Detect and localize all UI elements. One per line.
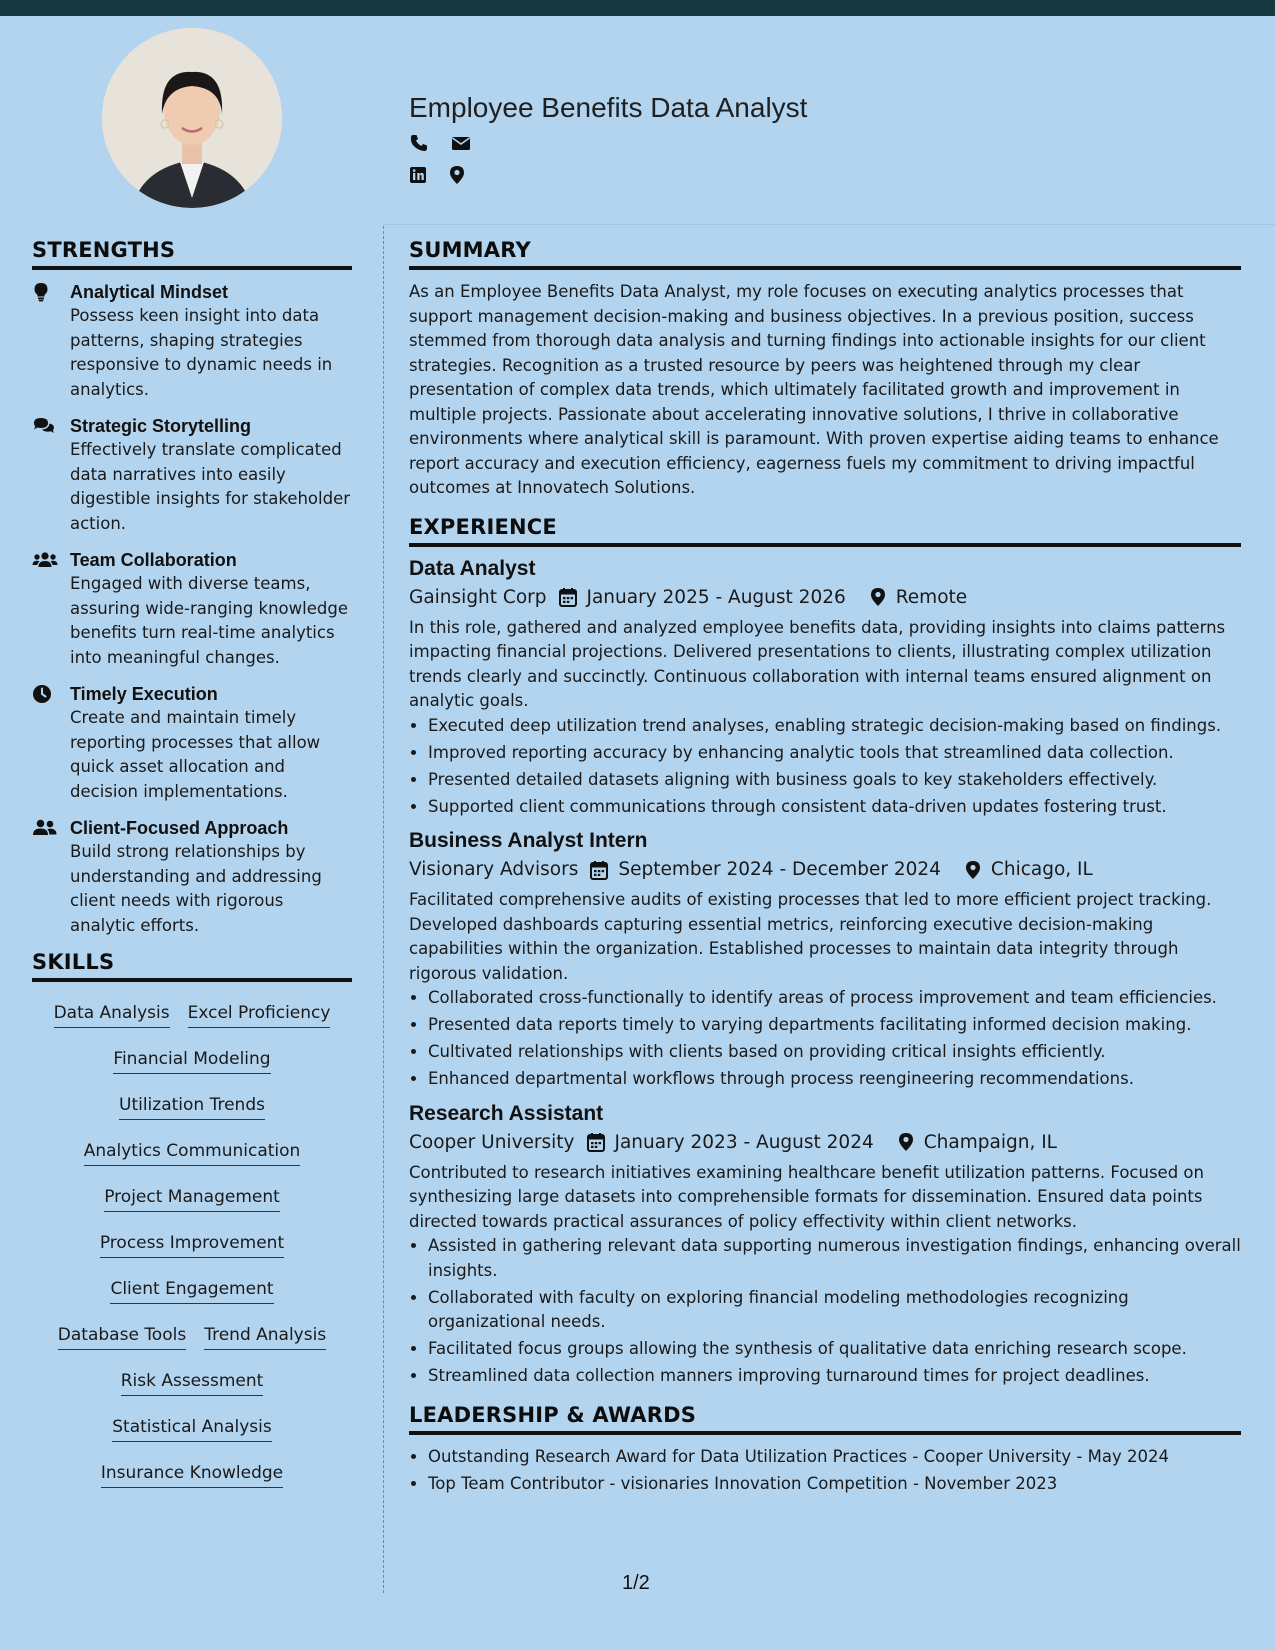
strength-name: Analytical Mindset (70, 282, 229, 302)
skills-list (32, 992, 352, 1500)
strength-description: Engaged with diverse teams, assuring wide-ranging knowledge benefits turn real-time analytics into meaningful changes. (70, 574, 348, 667)
linkedin-icon[interactable] (409, 166, 427, 188)
job-entry (409, 557, 1241, 820)
calendar-icon (587, 1132, 605, 1152)
skill-tag: Client Engagement (110, 1278, 273, 1304)
strength-description: Possess keen insight into data patterns, shaping strategies responsive to dynamic needs in analytics. (70, 306, 333, 399)
summary-heading: SUMMARY (409, 238, 1241, 270)
clock-icon (32, 682, 70, 804)
list-item: • Executed deep utilization trend analyses, enabling strategic decision-making based on findings. (428, 714, 1241, 739)
awards-heading: LEADERSHIP & AWARDS (409, 1403, 1241, 1435)
contact-row-2 (409, 166, 807, 188)
experience-heading: EXPERIENCE (409, 515, 1241, 547)
job-bullets (409, 1234, 1241, 1389)
strength-item (32, 682, 352, 804)
main-content (409, 238, 1241, 1499)
job-company: Visionary Advisors (409, 859, 579, 880)
skill-tag: Insurance Knowledge (101, 1462, 283, 1488)
skill-tag: Project Management (104, 1186, 280, 1212)
strength-item (32, 548, 352, 670)
strength-name: Team Collaboration (70, 550, 237, 570)
map-pin-icon[interactable] (449, 165, 465, 189)
list-item: • Supported client communications through consistent data-driven updates fostering trust. (428, 795, 1241, 820)
job-entry (409, 1102, 1241, 1389)
skill-tag: Database Tools (58, 1324, 186, 1350)
strength-item (32, 414, 352, 536)
list-item: • Facilitated focus groups allowing the synthesis of qualitative data enriching research scope. (428, 1337, 1241, 1362)
skill-tag: Trend Analysis (204, 1324, 326, 1350)
envelope-icon[interactable] (451, 133, 471, 157)
list-item: • Enhanced departmental workflows through process reengineering recommendations. (428, 1067, 1241, 1092)
skill-tag: Process Improvement (100, 1232, 284, 1258)
list-item: • Improved reporting accuracy by enhancing analytic tools that streamlined data collection. (428, 741, 1241, 766)
calendar-icon (559, 587, 577, 607)
map-pin-icon (965, 860, 981, 880)
job-company: Cooper University (409, 1131, 575, 1153)
page-title: Employee Benefits Data Analyst (409, 92, 808, 123)
job-description: Facilitated comprehensive audits of existing processes that led to more efficient project tracking. Developed dashboards capturing essential metrics, reinforcing executive decision-making capabilities within the organization. Established processes to maintain data integrity through rigorous validation. (409, 890, 1212, 983)
lightbulb-icon (32, 280, 70, 402)
job-bullets (409, 714, 1241, 820)
column-divider (383, 226, 384, 1593)
map-pin-icon (898, 1132, 914, 1152)
list-item: • Cultivated relationships with clients based on providing critical insights efficiently. (428, 1040, 1241, 1065)
user-group-icon (32, 816, 70, 938)
skill-tag: Excel Proficiency (188, 1002, 331, 1028)
users-icon (32, 548, 70, 670)
list-item: • Outstanding Research Award for Data Utilization Practices - Cooper University - May 2024 (428, 1445, 1241, 1470)
list-item: • Collaborated with faculty on exploring financial modeling methodologies recognizing organizational needs. (428, 1286, 1241, 1335)
header-divider (383, 224, 1275, 225)
header (409, 92, 807, 188)
strength-name: Timely Execution (70, 684, 218, 704)
job-role: Business Analyst Intern (409, 829, 648, 852)
skill-tag: Analytics Communication (84, 1140, 301, 1166)
strength-description: Create and maintain timely reporting processes that allow quick asset allocation and decision implementations. (70, 708, 321, 801)
skill-tag: Statistical Analysis (112, 1416, 271, 1442)
avatar (102, 28, 282, 208)
list-item: • Assisted in gathering relevant data supporting numerous investigation findings, enhancing overall insights. (428, 1234, 1241, 1283)
job-role: Data Analyst (409, 556, 536, 580)
list-item: • Presented data reports timely to varying departments facilitating informed decision making. (428, 1013, 1241, 1038)
job-meta (409, 587, 1241, 608)
list-item: • Collaborated cross-functionally to identify areas of process improvement and team efficiencies. (428, 986, 1241, 1011)
job-meta (409, 1132, 1241, 1153)
comments-icon (32, 414, 70, 536)
list-item: • Top Team Contributor - visionaries Innovation Competition - November 2023 (428, 1472, 1241, 1497)
summary-text: As an Employee Benefits Data Analyst, my role focuses on executing analytics processes that support management decision-making and business objectives. In a previous position, success stemmed from thorough data analysis and turning findings into actionable insights for our client strategies. Recognition as a trusted resource by peers was heightened through my clear presentation of complex data trends, which ultimately facilitated growth and improvement in multiple projects. Passionate about accelerating innovative solutions, I thrive in collaborative environments where analytical skill is paramount. With proven expertise aiding teams to enhance report accuracy and execution efficiency, eagerness fuels my commitment to driving impactful outcomes at Innovatech Solutions. (409, 282, 1219, 497)
calendar-icon (590, 860, 608, 880)
strengths-heading: STRENGTHS (32, 238, 352, 270)
map-pin-icon (870, 587, 886, 607)
job-entry (409, 829, 1241, 1092)
job-description: Contributed to research initiatives examining healthcare benefit utilization patterns. Focused on synthesizing large datasets into comprehensible formats for dissemination. Ensured data points directed towards practical assurances of policy effectivity within client networks. (409, 1162, 1204, 1231)
strength-description: Effectively translate complicated data narratives into easily digestible insights for stakeholder action. (70, 440, 351, 533)
skills-heading: SKILLS (32, 950, 352, 982)
strength-name: Client-Focused Approach (70, 818, 289, 838)
job-meta (409, 859, 1241, 880)
page-number: 1/2 (622, 1572, 650, 1594)
job-company: Gainsight Corp (409, 586, 547, 608)
strength-name: Strategic Storytelling (70, 416, 252, 436)
strength-item (32, 816, 352, 938)
job-bullets (409, 986, 1241, 1092)
phone-icon[interactable] (409, 133, 429, 157)
strength-description: Build strong relationships by understanding and addressing client needs with rigorous analytic efforts. (70, 842, 322, 935)
job-location: Chicago, IL (990, 859, 1093, 880)
awards-list (409, 1445, 1241, 1497)
skill-tag: Data Analysis (54, 1002, 170, 1028)
job-dates: January 2023 - August 2024 (614, 1131, 874, 1153)
skill-tag: Utilization Trends (119, 1094, 265, 1120)
job-location: Remote (895, 586, 968, 608)
top-bar (0, 0, 1275, 16)
job-description: In this role, gathered and analyzed employee benefits data, providing insights into claims patterns impacting financial projections. Delivered presentations to clients, illustrating complex utilization trends clearly and succinctly. Continuous collaboration with internal teams ensured alignment on analytic goals. (409, 617, 1226, 710)
job-location: Champaign, IL (923, 1131, 1057, 1153)
strength-item (32, 280, 352, 402)
skill-tag: Financial Modeling (113, 1048, 270, 1074)
job-dates: September 2024 - December 2024 (618, 859, 941, 880)
contact-row-1 (409, 134, 807, 156)
list-item: • Presented detailed datasets aligning with business goals to key stakeholders effectively. (428, 768, 1241, 793)
sidebar (32, 238, 352, 1500)
skill-tag: Risk Assessment (121, 1370, 264, 1396)
job-dates: January 2025 - August 2026 (586, 586, 846, 608)
job-role: Research Assistant (409, 1101, 604, 1125)
list-item: • Streamlined data collection manners improving turnaround times for project deadlines. (428, 1364, 1241, 1389)
